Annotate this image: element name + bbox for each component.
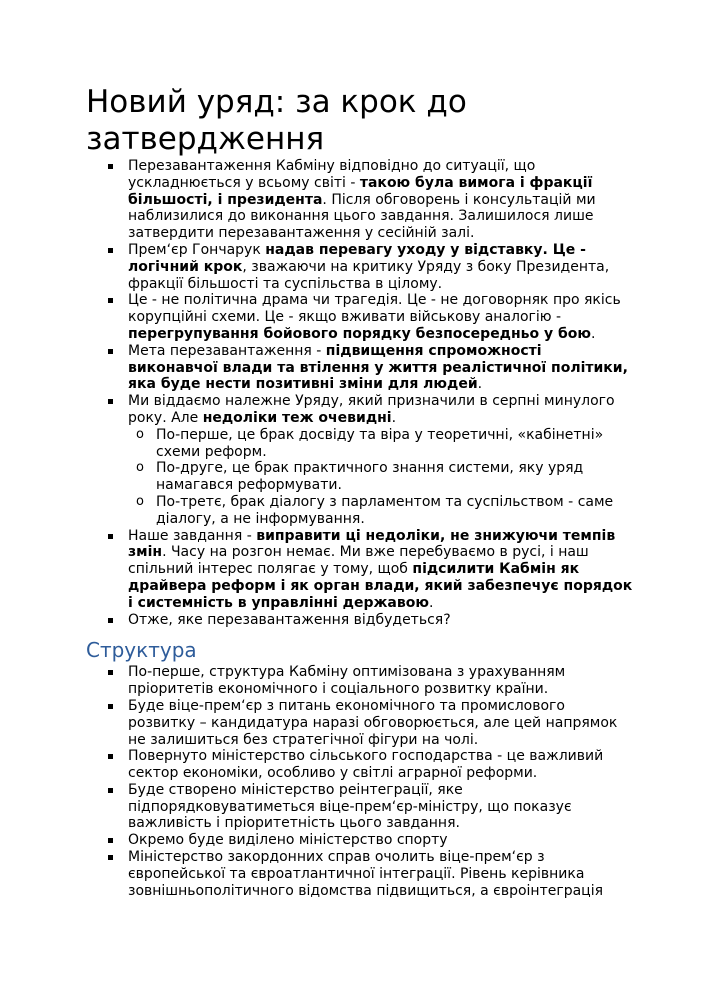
bullet-text: Прем‘єр Гончарук <box>128 241 266 258</box>
bullet-item <box>128 528 634 612</box>
bullet-item: Буде віце-прем‘єр з питань економічного та промислового розвитку – кандидатура наразі обговорюється, але цей напрямок не залишиться без стратегічної фігури на чолі. <box>128 698 634 748</box>
bullet-item <box>128 343 634 393</box>
bullet-text: , зважаючи на критику Уряду з боку Президента, фракції більшості та суспільства в цілому. <box>128 258 610 292</box>
sub-bullet-item: o По-перше, це брак досвіду та віра у теоретичні, «кабінетні» схеми реформ. <box>156 427 634 461</box>
intro-bullet-list <box>86 158 634 628</box>
bullet-item <box>128 393 634 527</box>
bullet-item <box>128 612 634 629</box>
bullet-bold-text: підвищення спроможності виконавчої влади та втілення у життя реалістичної політики, яка буде нести позитивні зміни для людей <box>128 342 628 393</box>
section-heading-structure: Структура <box>86 638 197 663</box>
bullet-text: Наше завдання - <box>128 527 257 544</box>
sub-bullet-item: o По-друге, це брак практичного знання системи, яку уряд намагався реформувати. <box>156 460 634 494</box>
bullet-text: Перезавантаження Кабміну відповідно до ситуації, що ускладнюється у всьому світі - <box>128 158 536 191</box>
bullet-text: . Часу на розгон немає. Ми вже перебуваємо в русі, і наш спільний інтерес полягає у тому, щоб <box>128 544 589 578</box>
sub-bullet-list <box>128 427 634 528</box>
sub-bullet-item: o По-третє, брак діалогу з парламентом та суспільством - саме діалогу, а не інформування. <box>156 494 634 528</box>
document-title: Новий уряд: за крок до затвердження <box>86 84 467 157</box>
bullet-text: . <box>477 376 483 393</box>
bullet-text: Ми віддаємо належне Уряду, який призначили в серпні минулого року. Але <box>128 393 615 426</box>
structure-bullet-list <box>86 664 634 899</box>
bullet-bold-text: підсилити Кабмін як драйвера реформ і як орган влади, який забезпечує порядок і системність в управлінні державою <box>128 561 633 611</box>
bullet-text: . <box>591 325 596 342</box>
bullet-text: Отже, яке перезавантаження відбудеться? <box>128 611 451 628</box>
bullet-bold-text: виправити ці недоліки, не знижуючи темпів змін <box>128 527 616 561</box>
bullet-bold-text: недоліки теж очевидні <box>202 409 392 426</box>
bullet-text: Це - не політична драма чи трагедія. Це - не договорняк про якісь корупційні схеми. Це - якщо вживати військову аналогію - <box>128 292 621 326</box>
bullet-bold-text: надав перевагу уходу у відставку. Це - логічний крок <box>128 241 586 275</box>
bullet-text: . <box>428 594 434 611</box>
bullet-item <box>128 292 634 342</box>
bullet-item: Повернуто міністерство сільського господарства - це важливий сектор економіки, особливо у світлі аграрної реформи. <box>128 748 634 782</box>
bullet-item: По-перше, структура Кабміну оптимізована з урахуванням пріоритетів економічного і соціального розвитку країни. <box>128 664 634 698</box>
bullet-item: Міністерство закордонних справ очолить віце-прем‘єр з європейської та євроатлантичної інтеграції. Рівень керівника зовнішньополітичного відомства підвищиться, а євроінтеграція <box>128 849 634 899</box>
bullet-bold-text: такою була вимога і фракції більшості, і президента <box>128 174 593 208</box>
bullet-text: . <box>391 409 397 426</box>
bullet-text: Мета перезавантаження - <box>128 342 326 359</box>
bullet-item: Окремо буде виділено міністерство спорту <box>128 832 634 849</box>
bullet-text: . Після обговорень і консультацій ми наблизилися до виконання цього завдання. Залишилося лише затвердити перезавантаження у сесійній залі. <box>128 191 596 242</box>
bullet-item: Буде створено міністерство реінтеграції, яке підпорядковуватиметься віце-прем‘єр-міністру, що показує важливість і пріоритетність цього завдання. <box>128 782 634 832</box>
bullet-bold-text: перегрупування бойового порядку безпосередньо у бою <box>128 325 592 342</box>
bullet-item <box>128 158 634 242</box>
bullet-item <box>128 242 634 292</box>
